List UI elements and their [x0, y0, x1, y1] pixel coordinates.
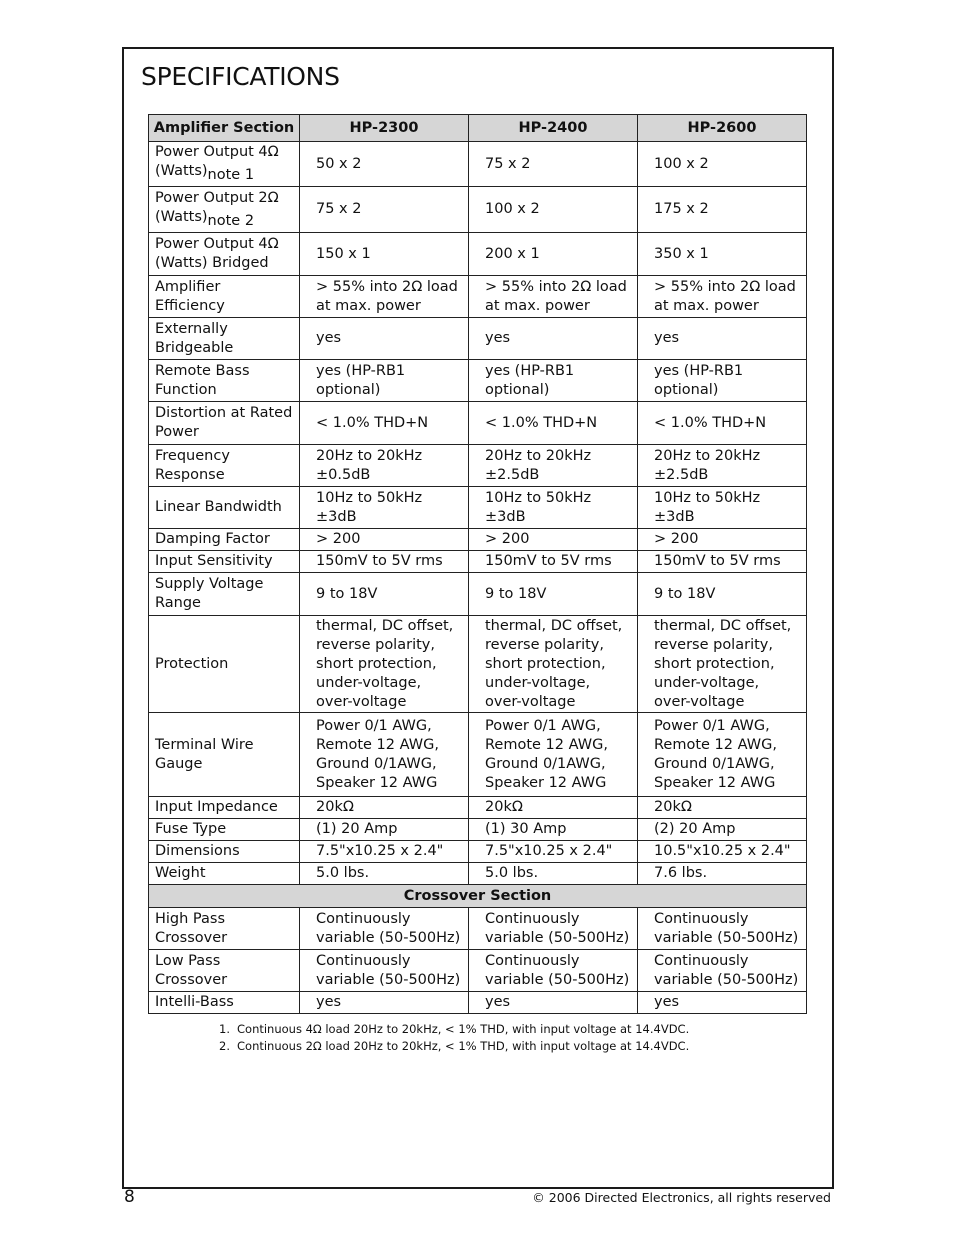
cell-value: 9 to 18V [638, 573, 807, 616]
row-label-text: Terminal Wire Gauge [155, 736, 254, 772]
cell-value: 7.5"x10.25 x 2.4" [469, 841, 638, 863]
row-label-text: Input Sensitivity [155, 553, 273, 569]
cell-value: > 200 [300, 529, 469, 551]
table-row [149, 992, 807, 1014]
crossover-section-title: Crossover Section [149, 885, 807, 908]
footnote [219, 1021, 689, 1038]
row-label [149, 908, 300, 950]
cell-value: < 1.0% THD+N [469, 402, 638, 445]
cell-value: 9 to 18V [469, 573, 638, 616]
header-hp-2300: HP-2300 [300, 115, 469, 142]
row-label-text: Weight [155, 865, 206, 881]
table-row [149, 616, 807, 713]
cell-value: > 55% into 2Ω load at max. power [300, 276, 469, 318]
cell-value: 350 x 1 [638, 233, 807, 276]
footnote-number: 1. [219, 1022, 230, 1036]
row-label-text: Power Output 2Ω (Watts) [155, 189, 279, 225]
row-label [149, 841, 300, 863]
row-label-text: Externally Bridgeable [155, 320, 234, 356]
row-label-text: Damping Factor [155, 531, 270, 547]
cell-value: 150mV to 5V rms [638, 551, 807, 573]
row-label [149, 142, 300, 187]
row-label-text: Input Impedance [155, 799, 278, 815]
specifications-table [148, 114, 807, 1014]
row-label [149, 713, 300, 797]
row-label-text: Frequency Response [155, 447, 230, 483]
cell-value: 100 x 2 [638, 142, 807, 187]
cell-value: 20Hz to 20kHz ±2.5dB [469, 445, 638, 487]
cell-value: thermal, DC offset, reverse polarity, short protection, under-voltage, over-voltage [638, 616, 807, 713]
cell-value: yes (HP-RB1 optional) [300, 360, 469, 402]
table-row [149, 797, 807, 819]
cell-value: Power 0/1 AWG, Remote 12 AWG, Ground 0/1AWG, Speaker 12 AWG [300, 713, 469, 797]
cell-value: (1) 30 Amp [469, 819, 638, 841]
copyright-notice: © 2006 Directed Electronics, all rights reserved [532, 1190, 831, 1205]
table-row [149, 573, 807, 616]
table-row [149, 142, 807, 187]
table-row [149, 318, 807, 360]
cell-value: 10Hz to 50kHz ±3dB [638, 487, 807, 529]
row-label-text: High Pass Crossover [155, 910, 228, 946]
row-label-text: Remote Bass Function [155, 362, 250, 398]
cell-value: 150mV to 5V rms [469, 551, 638, 573]
table-row [149, 863, 807, 885]
page-title: SPECIFICATIONS [141, 62, 340, 91]
row-label-text: Dimensions [155, 843, 240, 859]
cell-value: yes [469, 992, 638, 1014]
table-row [149, 529, 807, 551]
cell-value: 7.5"x10.25 x 2.4" [300, 841, 469, 863]
cell-value: 20Hz to 20kHz ±2.5dB [638, 445, 807, 487]
row-label-text: Power Output 4Ω (Watts) Bridged [155, 236, 279, 271]
row-label-text: Power Output 4Ω (Watts) [155, 144, 279, 180]
cell-value: thermal, DC offset, reverse polarity, short protection, under-voltage, over-voltage [300, 616, 469, 713]
row-label [149, 616, 300, 713]
cell-value: 10Hz to 50kHz ±3dB [469, 487, 638, 529]
row-label-text: Amplifier Efficiency [155, 278, 225, 314]
table-row [149, 950, 807, 992]
table-row [149, 360, 807, 402]
cell-value: 20kΩ [638, 797, 807, 819]
cell-value: < 1.0% THD+N [300, 402, 469, 445]
cell-value: < 1.0% THD+N [638, 402, 807, 445]
header-hp-2400: HP-2400 [469, 115, 638, 142]
header-hp-2600: HP-2600 [638, 115, 807, 142]
row-label [149, 551, 300, 573]
table-row [149, 276, 807, 318]
row-label-text: Low Pass Crossover [155, 952, 228, 988]
cell-value: 75 x 2 [300, 187, 469, 233]
row-label-text: Linear Bandwidth [155, 499, 282, 515]
page-number: 8 [124, 1187, 135, 1207]
cell-value: 10Hz to 50kHz ±3dB [300, 487, 469, 529]
row-label [149, 276, 300, 318]
row-label [149, 487, 300, 529]
cell-value: 20kΩ [300, 797, 469, 819]
table-row [149, 841, 807, 863]
table-row [149, 233, 807, 276]
cell-value: 5.0 lbs. [469, 863, 638, 885]
crossover-section-header [149, 885, 807, 908]
cell-value: yes (HP-RB1 optional) [469, 360, 638, 402]
table-row [149, 819, 807, 841]
row-label [149, 318, 300, 360]
cell-value: (2) 20 Amp [638, 819, 807, 841]
cell-value: 20kΩ [469, 797, 638, 819]
table-row [149, 187, 807, 233]
cell-value: Continuously variable (50-500Hz) [300, 950, 469, 992]
table-row [149, 908, 807, 950]
cell-value: 5.0 lbs. [300, 863, 469, 885]
cell-value: Continuously variable (50-500Hz) [469, 950, 638, 992]
table-row [149, 487, 807, 529]
row-label [149, 402, 300, 445]
row-label [149, 950, 300, 992]
footnote-text: Continuous 2Ω load 20Hz to 20kHz, < 1% THD, with input voltage at 14.4VDC. [237, 1039, 690, 1053]
cell-value: > 55% into 2Ω load at max. power [469, 276, 638, 318]
row-label-text: Distortion at Rated Power [155, 405, 293, 440]
row-label-note: note 2 [207, 212, 255, 229]
cell-value: (1) 20 Amp [300, 819, 469, 841]
cell-value: yes [300, 318, 469, 360]
cell-value: yes [469, 318, 638, 360]
row-label [149, 360, 300, 402]
cell-value: yes (HP-RB1 optional) [638, 360, 807, 402]
cell-value: 150mV to 5V rms [300, 551, 469, 573]
cell-value: 7.6 lbs. [638, 863, 807, 885]
cell-value: Continuously variable (50-500Hz) [638, 908, 807, 950]
cell-value: > 55% into 2Ω load at max. power [638, 276, 807, 318]
cell-value: > 200 [638, 529, 807, 551]
footnotes [219, 1021, 689, 1055]
row-label [149, 992, 300, 1014]
cell-value: yes [300, 992, 469, 1014]
cell-value: Continuously variable (50-500Hz) [469, 908, 638, 950]
cell-value: 20Hz to 20kHz ±0.5dB [300, 445, 469, 487]
cell-value: yes [638, 992, 807, 1014]
row-label [149, 445, 300, 487]
cell-value: Continuously variable (50-500Hz) [300, 908, 469, 950]
cell-value: 175 x 2 [638, 187, 807, 233]
table-row [149, 402, 807, 445]
amplifier-rows [149, 142, 807, 885]
cell-value: 50 x 2 [300, 142, 469, 187]
header-amplifier-section: Amplifier Section [149, 115, 300, 142]
table-header-row [149, 115, 807, 142]
row-label [149, 797, 300, 819]
crossover-section [149, 885, 807, 908]
footnote-number: 2. [219, 1039, 230, 1053]
row-label-text: Protection [155, 655, 229, 672]
table-row [149, 551, 807, 573]
cell-value: 10.5"x10.25 x 2.4" [638, 841, 807, 863]
row-label-text: Supply Voltage Range [155, 576, 264, 611]
cell-value: 75 x 2 [469, 142, 638, 187]
row-label [149, 863, 300, 885]
footnote [219, 1038, 689, 1055]
row-label [149, 233, 300, 276]
cell-value: 150 x 1 [300, 233, 469, 276]
row-label [149, 573, 300, 616]
cell-value: > 200 [469, 529, 638, 551]
row-label [149, 529, 300, 551]
cell-value: yes [638, 318, 807, 360]
cell-value: Power 0/1 AWG, Remote 12 AWG, Ground 0/1AWG, Speaker 12 AWG [469, 713, 638, 797]
row-label-text: Fuse Type [155, 821, 227, 837]
table-row [149, 445, 807, 487]
row-label [149, 187, 300, 233]
footnote-text: Continuous 4Ω load 20Hz to 20kHz, < 1% THD, with input voltage at 14.4VDC. [237, 1022, 690, 1036]
cell-value: Continuously variable (50-500Hz) [638, 950, 807, 992]
cell-value: 200 x 1 [469, 233, 638, 276]
table-row [149, 713, 807, 797]
cell-value: 9 to 18V [300, 573, 469, 616]
cell-value: Power 0/1 AWG, Remote 12 AWG, Ground 0/1AWG, Speaker 12 AWG [638, 713, 807, 797]
row-label-note: note 1 [207, 166, 255, 183]
cell-value: thermal, DC offset, reverse polarity, short protection, under-voltage, over-voltage [469, 616, 638, 713]
cell-value: 100 x 2 [469, 187, 638, 233]
row-label-text: Intelli-Bass [155, 994, 234, 1010]
crossover-rows [149, 908, 807, 1014]
row-label [149, 819, 300, 841]
